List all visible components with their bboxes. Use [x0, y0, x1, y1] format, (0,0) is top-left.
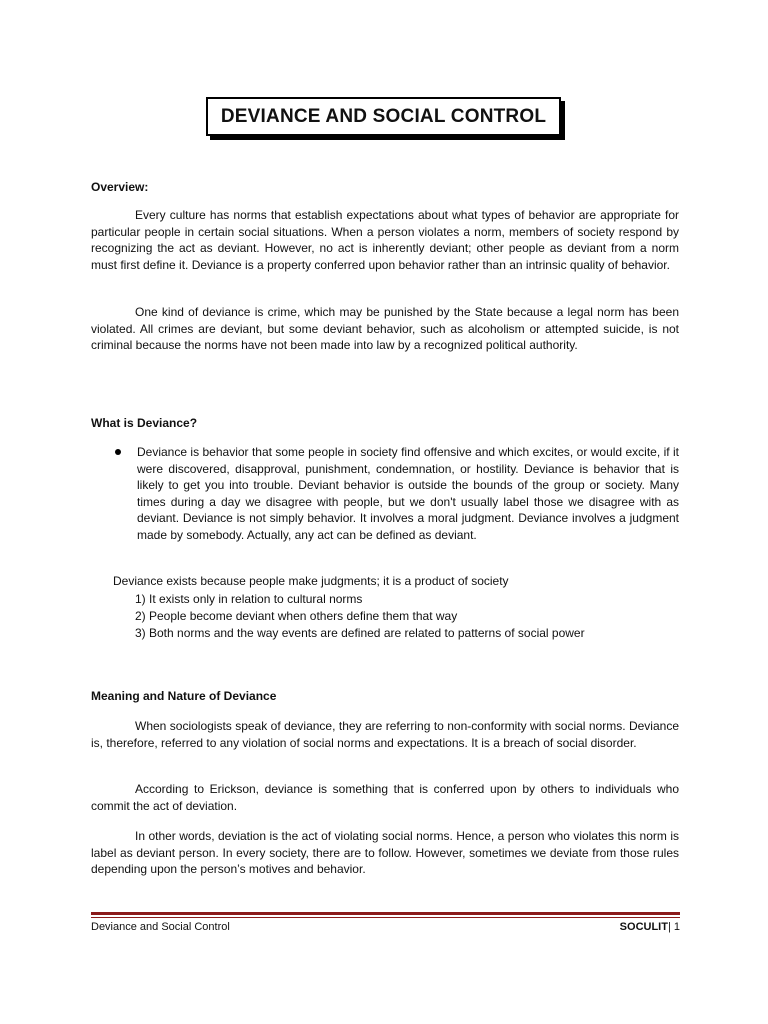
footer-brand: SOCULIT [619, 921, 668, 933]
meaning-paragraph-3: In other words, deviation is the act of violating social norms. Hence, a person who violates this norm is label as deviant person. In every society, there are to follow. However, sometimes we deviate from those rules depending upon the person’s motives and behavior. [91, 829, 679, 876]
what-is-deviance-heading: What is Deviance? [91, 416, 198, 430]
footer-divider [91, 912, 680, 915]
page-title: DEVIANCE AND SOCIAL CONTROL [220, 105, 547, 127]
meaning-heading: Meaning and Nature of Deviance [91, 689, 277, 703]
list-item-2: 2) People become deviant when others define them that way [135, 609, 458, 623]
list-item-3: 3) Both norms and the way events are defined are related to patterns of social power [135, 626, 585, 640]
overview-paragraph-2: One kind of deviance is crime, which may be punished by the State because a legal norm has been violated. All crimes are deviant, but some deviant behavior, such as alcoholism or attempted suicide, is not criminal because the norms have not been made into law by a recognized political authority. [91, 305, 679, 352]
overview-paragraph-1: Every culture has norms that establish expectations about what types of behavior are appropriate for particular people in certain social situations. When a person violates a norm, members of society respond by recognizing the act as deviant. However, no act is inherently deviant; other people as deviant from a norm must first define it. Deviance is a property conferred upon behavior rather than an intrinsic quality of behavior. [91, 208, 679, 272]
meaning-paragraph-2: According to Erickson, deviance is something that is conferred upon by others to individuals who commit the act of deviation. [91, 782, 679, 813]
list-item-1: 1) It exists only in relation to cultural norms [135, 592, 363, 606]
title-box [206, 97, 561, 136]
overview-heading: Overview: [91, 180, 149, 194]
deviance-intro: Deviance exists because people make judgments; it is a product of society [113, 574, 509, 588]
page-number: 1 [673, 921, 680, 933]
deviance-bullet-text: Deviance is behavior that some people in society find offensive and which excites, or would excite, if it were discovered, disapproval, punishment, condemnation, or hostility. Deviance is behavior that is likely to get you into trouble. Deviant behavior is outside the bounds of the group or society. Many times during a day we disagree with people, but we don't usually label those we disagree with as deviant. Deviance is not simply behavior. It involves a moral judgment. Deviance involves a judgment made by somebody. Actually, any act can be defined as deviant. [137, 445, 679, 542]
meaning-paragraph-1: When sociologists speak of deviance, they are referring to non-conformity with social norms. Deviance is, therefore, referred to any violation of social norms and expectations. It is a breach of social disorder. [91, 719, 679, 750]
deviance-bullet [91, 444, 679, 543]
footer-page-info [620, 921, 680, 933]
footer-separator: | [667, 921, 671, 933]
footer-title: Deviance and Social Control [91, 921, 230, 933]
bullet-icon [115, 449, 121, 455]
footer-divider-thin [91, 917, 680, 918]
